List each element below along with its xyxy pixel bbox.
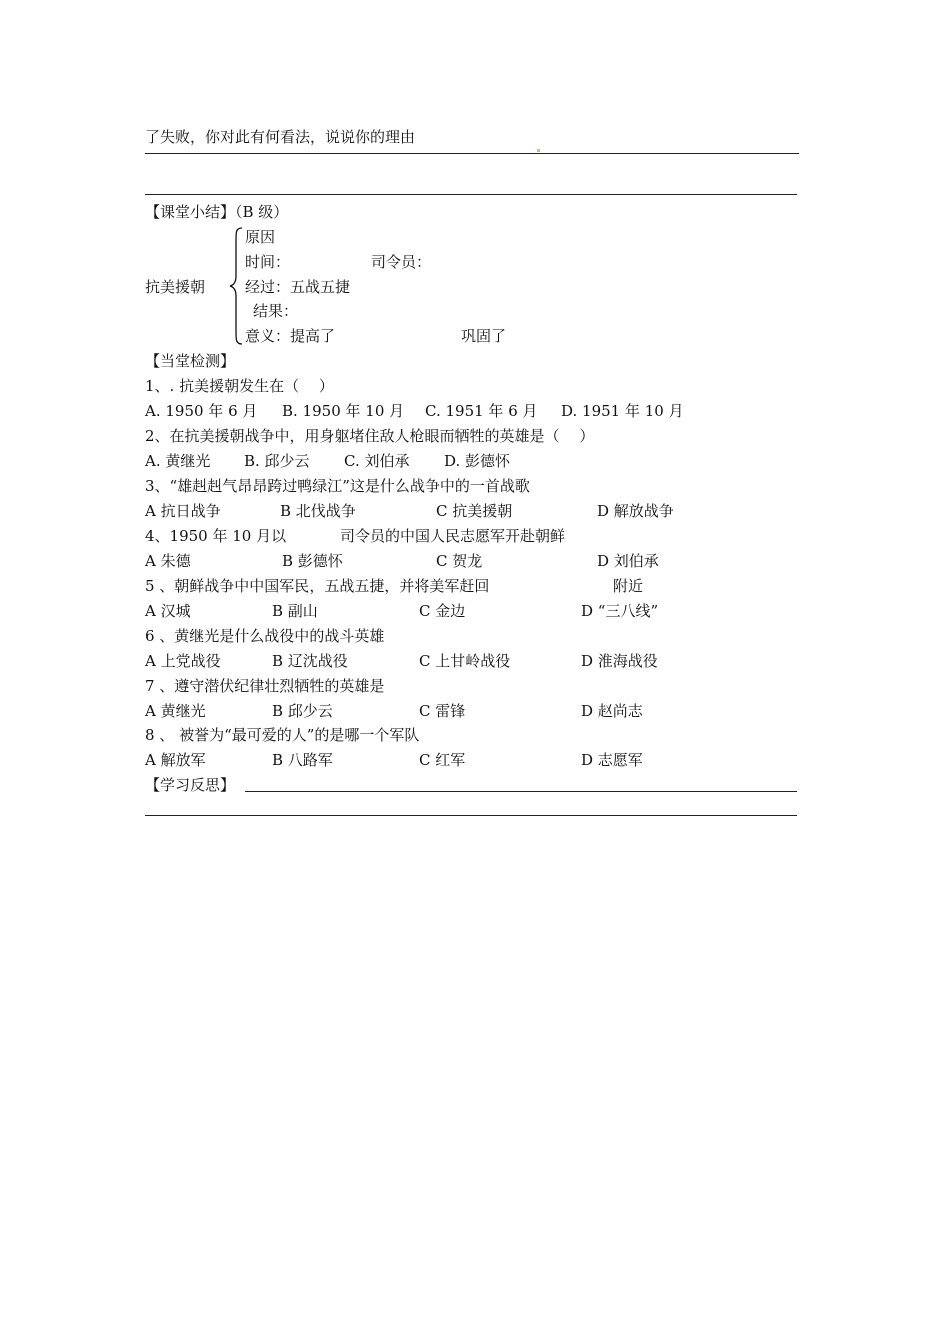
summary-reason: 原因 — [245, 228, 276, 246]
option-c: C 贺龙 — [436, 552, 483, 570]
reflection-heading: 【学习反思】 — [145, 776, 236, 794]
reflection-line-1 — [245, 791, 797, 792]
reflection-line-2 — [145, 815, 797, 816]
option-d: D “三八线” — [581, 602, 659, 620]
option-b: B 八路军 — [272, 751, 333, 769]
question-stem: 2、在抗美援朝战争中，用身躯堵住敌人枪眼而牺牲的英雄是（ ） — [145, 427, 595, 445]
option-c: C. 刘伯承 — [344, 452, 410, 470]
option-b: B 副山 — [272, 602, 318, 620]
option-d: D 志愿军 — [581, 751, 643, 769]
quiz-heading: 【当堂检测】 — [145, 352, 236, 370]
summary-time: 时间： — [245, 253, 291, 271]
option-d: D. 1951 年 10 月 — [561, 402, 684, 420]
option-a: A 黄继光 — [145, 702, 206, 720]
option-b: B 辽沈战役 — [272, 652, 348, 670]
option-b: B 邱少云 — [272, 702, 333, 720]
option-a: A. 黄继光 — [145, 452, 211, 470]
option-d: D 赵尚志 — [581, 702, 643, 720]
option-b: B. 1950 年 10 月 — [282, 402, 405, 420]
option-a: A 汉城 — [145, 602, 191, 620]
option-c: C 金边 — [419, 602, 466, 620]
summary-topic: 抗美援朝 — [145, 278, 206, 296]
option-c: C 上甘岭战役 — [419, 652, 511, 670]
question-stem: 8 、 被誉为“最可爱的人”的是哪一个军队 — [145, 726, 420, 744]
option-c: C 雷锋 — [419, 702, 466, 720]
option-b: B 彭德怀 — [282, 552, 343, 570]
summary-result: 结果： — [253, 302, 299, 320]
answer-line-2 — [145, 194, 797, 195]
curly-brace-icon — [228, 226, 244, 346]
option-d: D. 彭德怀 — [444, 452, 511, 470]
option-d: D 刘伯承 — [597, 552, 659, 570]
question-stem-continued: 附近 — [613, 577, 644, 595]
summary-heading: 【课堂小结】（B 级） — [145, 203, 289, 221]
question-stem: 3、“雄赳赳气昂昂跨过鸭绿江”这是什么战争中的一首战歌 — [145, 477, 530, 495]
summary-process: 经过：五战五捷 — [245, 278, 351, 296]
option-c: C 抗美援朝 — [436, 502, 513, 520]
option-d: D 淮海战役 — [581, 652, 658, 670]
question-stem: 7 、遵守潜伏纪律壮烈牺牲的英雄是 — [145, 677, 385, 695]
option-a: A. 1950 年 6 月 — [145, 402, 258, 420]
option-a: A 朱德 — [145, 552, 191, 570]
option-a: A 解放军 — [145, 751, 206, 769]
question-stem: 5 、朝鲜战争中中国军民，五战五捷，并将美军赶回 — [145, 577, 490, 595]
question-stem: 4、1950 年 10 月以 — [145, 527, 287, 545]
intro-line: 了失败，你对此有何看法，说说你的理由 — [145, 128, 416, 146]
option-b: B 北伐战争 — [280, 502, 356, 520]
stray-mark — [537, 149, 540, 152]
option-a: A 抗日战争 — [145, 502, 221, 520]
question-stem: 6 、黄继光是什么战役中的战斗英雄 — [145, 627, 385, 645]
summary-significance-b: 巩固了 — [461, 327, 507, 345]
option-b: B. 邱少云 — [244, 452, 310, 470]
option-a: A 上党战役 — [145, 652, 221, 670]
summary-significance-a: 意义：提高了 — [245, 327, 336, 345]
answer-line-1 — [145, 153, 799, 154]
option-c: C. 1951 年 6 月 — [425, 402, 538, 420]
option-d: D 解放战争 — [597, 502, 674, 520]
summary-commander: 司令员： — [371, 253, 432, 271]
question-stem-continued: 司令员的中国人民志愿军开赴朝鲜 — [340, 527, 566, 545]
option-c: C 红军 — [419, 751, 466, 769]
question-stem: 1、. 抗美援朝发生在（ ） — [145, 377, 334, 395]
